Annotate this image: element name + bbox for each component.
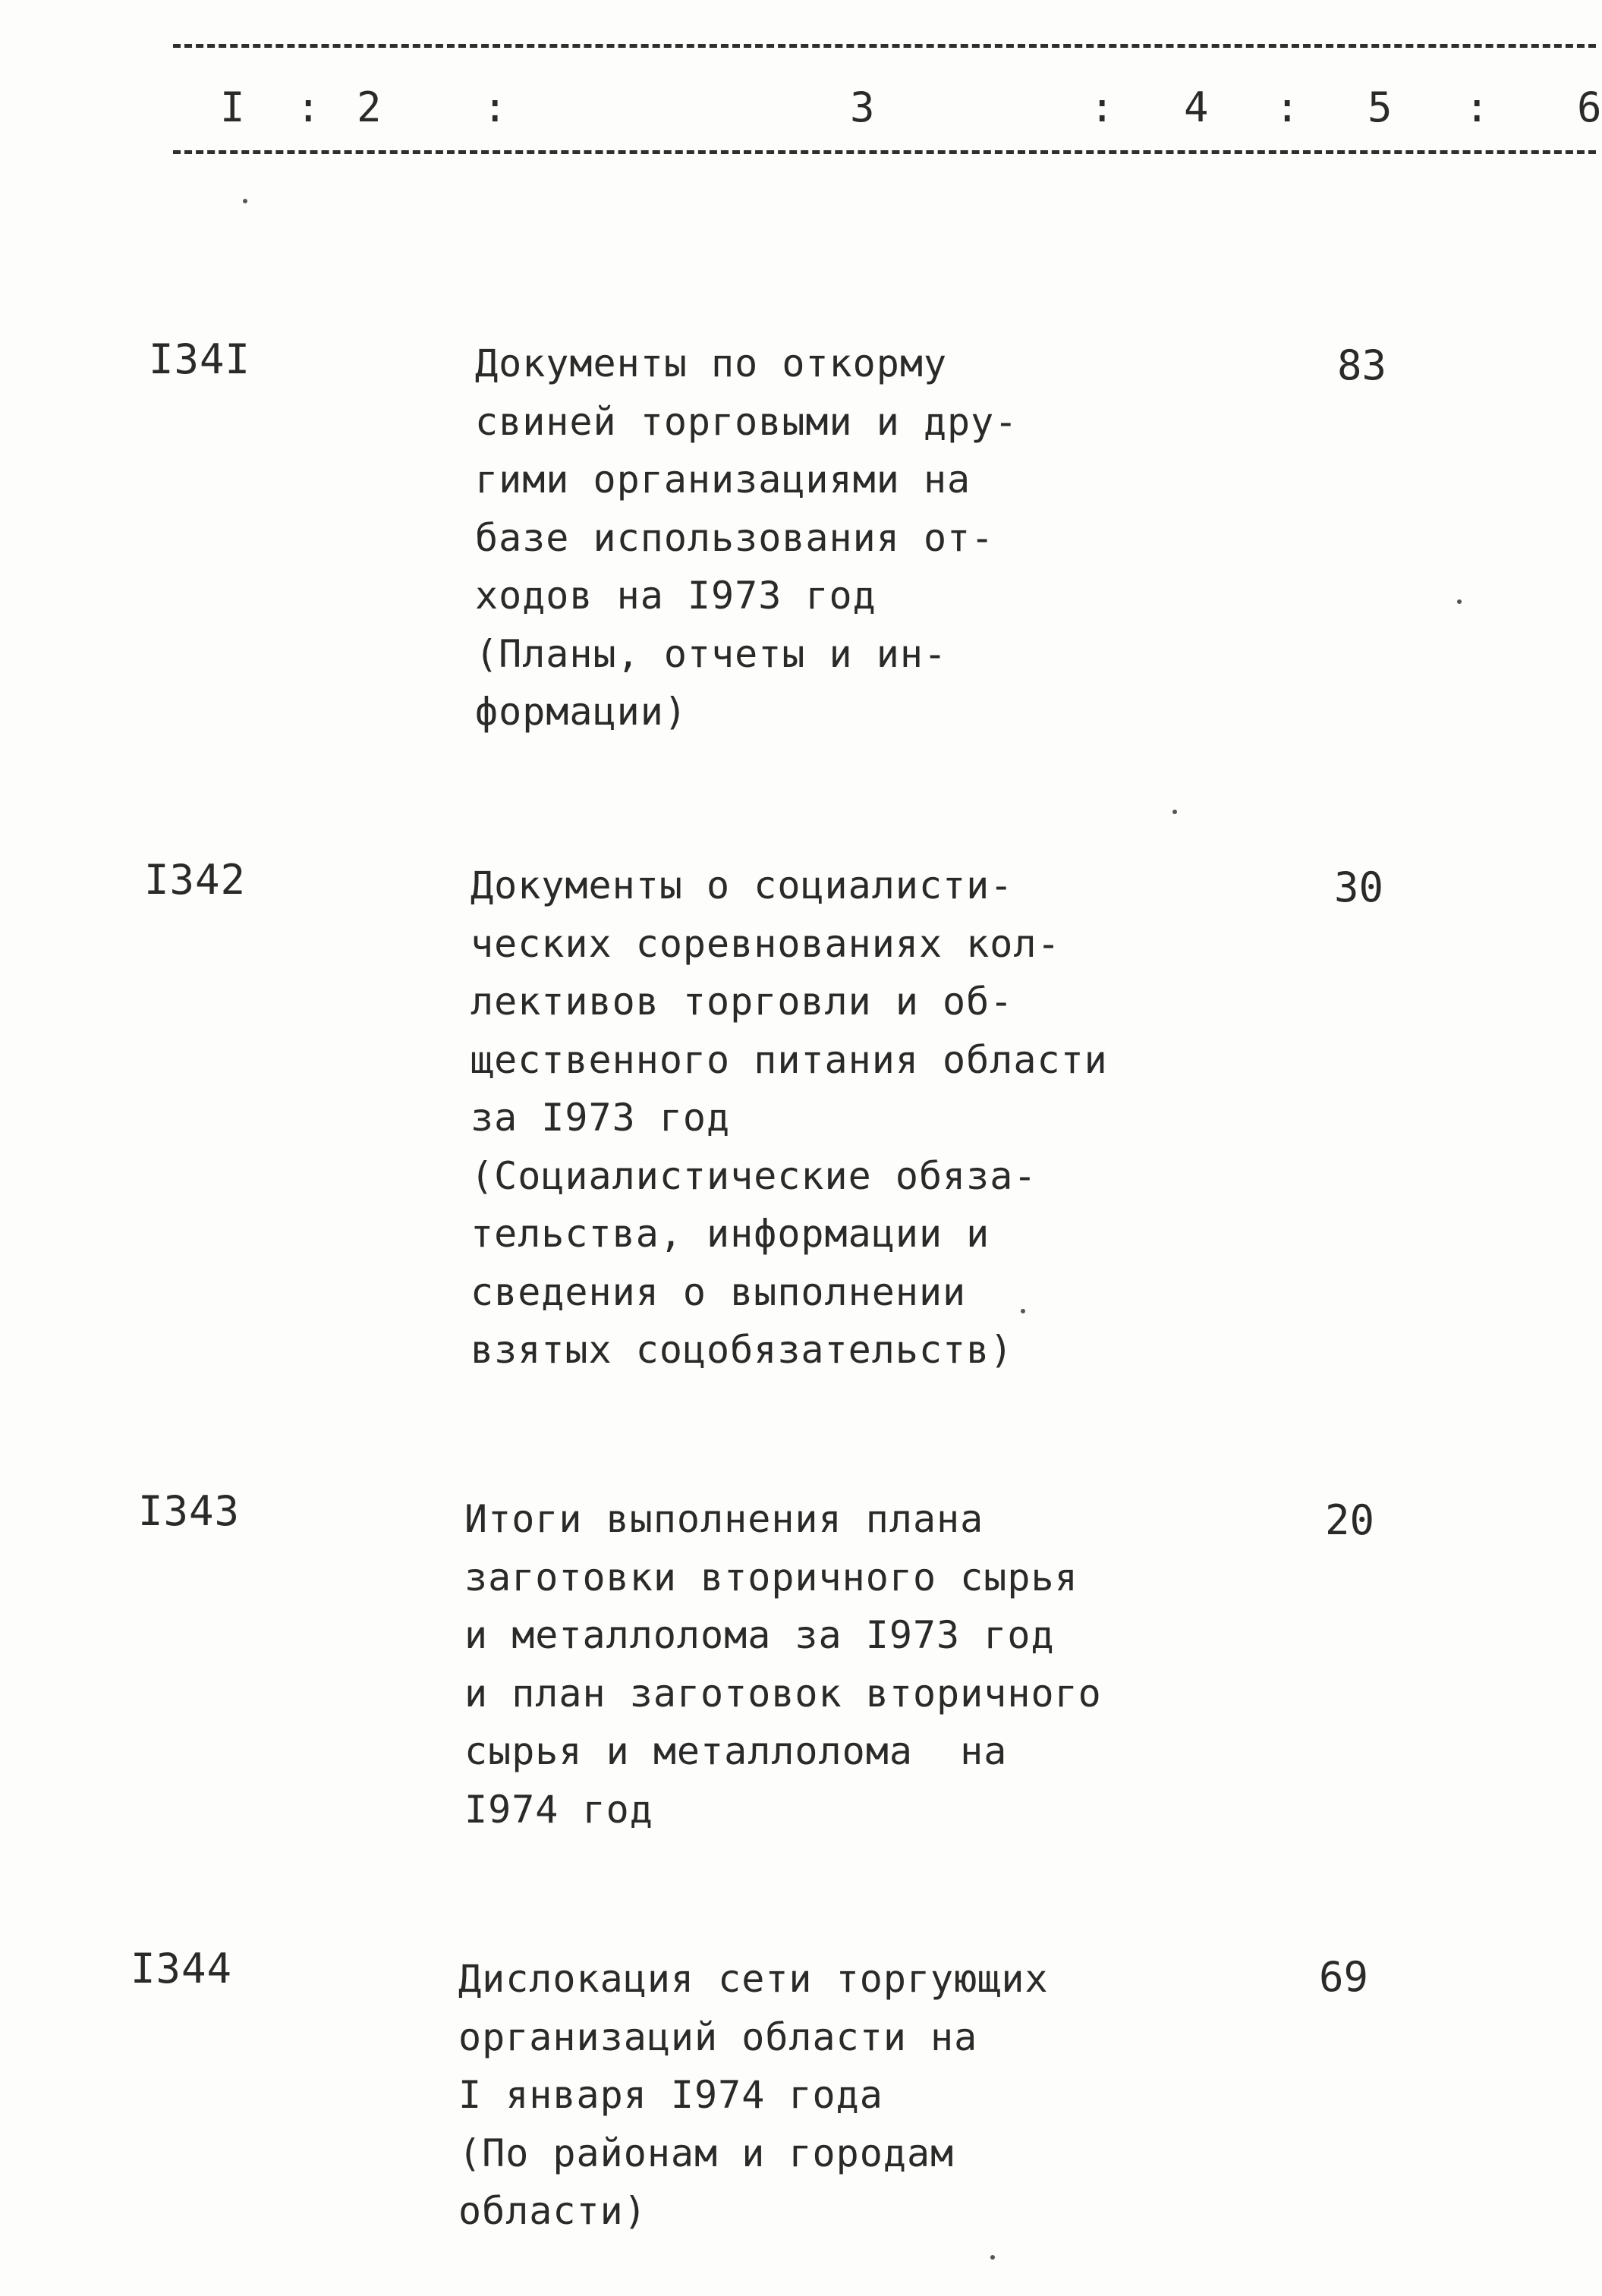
title-line: Документы о социалисти- [471, 863, 1014, 907]
title-line: заготовки вторичного сырья [464, 1555, 1078, 1599]
title-line: сырья и металлолома на [464, 1729, 1008, 1773]
header-col-6: 6 [1577, 83, 1602, 131]
case-number: I34I [149, 335, 251, 383]
header-col-1: I [220, 83, 245, 131]
title-line: Документы по откорму [475, 341, 948, 385]
title-line: и металлолома за I973 год [464, 1613, 1055, 1657]
title-line: взятых соцобязательств) [471, 1328, 1014, 1372]
header-top-rule [173, 44, 1596, 48]
title-line: области) [458, 2189, 647, 2233]
title-line: Дислокация сети торгующих [458, 1957, 1049, 2001]
title-line: свиней торговыми и дру- [475, 399, 1018, 444]
header-separator: : [296, 83, 321, 131]
sheet-count: 83 [1337, 341, 1387, 389]
title-line: Итоги выполнения плана [464, 1497, 984, 1541]
header-col-2: 2 [357, 83, 382, 131]
header-separator: : [1465, 83, 1490, 131]
title-line: щественного питания области [471, 1037, 1108, 1082]
scan-speck [1457, 599, 1462, 604]
header-separator: : [483, 83, 508, 131]
header-col-4: 4 [1184, 83, 1209, 131]
scan-speck [243, 199, 247, 203]
case-number: I343 [138, 1487, 241, 1535]
title-line: тельства, информации и [471, 1212, 990, 1256]
case-number: I344 [131, 1945, 233, 1992]
title-line: I января I974 года [458, 2073, 883, 2117]
scan-speck [990, 2255, 995, 2260]
title-line: гими организациями на [475, 458, 971, 502]
header-separator: : [1275, 83, 1300, 131]
title-line: (Социалистические обяза- [471, 1153, 1037, 1198]
scan-speck [1021, 1309, 1025, 1313]
title-line: (Планы, отчеты и ин- [475, 631, 948, 676]
case-title [471, 857, 1108, 1379]
title-line: и план заготовок вторичного [464, 1671, 1102, 1716]
title-line: базе использования от- [475, 515, 995, 560]
case-title [475, 335, 1018, 741]
header-bottom-rule [173, 150, 1596, 154]
header-separator: : [1090, 83, 1115, 131]
case-title [458, 1950, 1049, 2241]
title-line: сведения о выполнении [471, 1269, 967, 1314]
sheet-count: 20 [1325, 1496, 1375, 1544]
sheet-count: 69 [1319, 1953, 1369, 2001]
case-number: I342 [144, 856, 247, 904]
title-line: ходов на I973 год [475, 574, 877, 618]
header-col-3: 3 [850, 83, 875, 131]
title-line: организаций области на [458, 2015, 978, 2059]
title-line: за I973 год [471, 1096, 731, 1140]
title-line: лективов торговли и об- [471, 980, 1014, 1024]
case-title [464, 1490, 1102, 1838]
title-line: формации) [475, 690, 688, 734]
title-line: (По районам и городам [458, 2131, 955, 2175]
sheet-count: 30 [1334, 863, 1384, 911]
header-col-5: 5 [1368, 83, 1393, 131]
title-line: I974 год [464, 1787, 653, 1832]
scan-speck [1172, 810, 1177, 814]
title-line: ческих соревнованиях кол- [471, 921, 1061, 966]
